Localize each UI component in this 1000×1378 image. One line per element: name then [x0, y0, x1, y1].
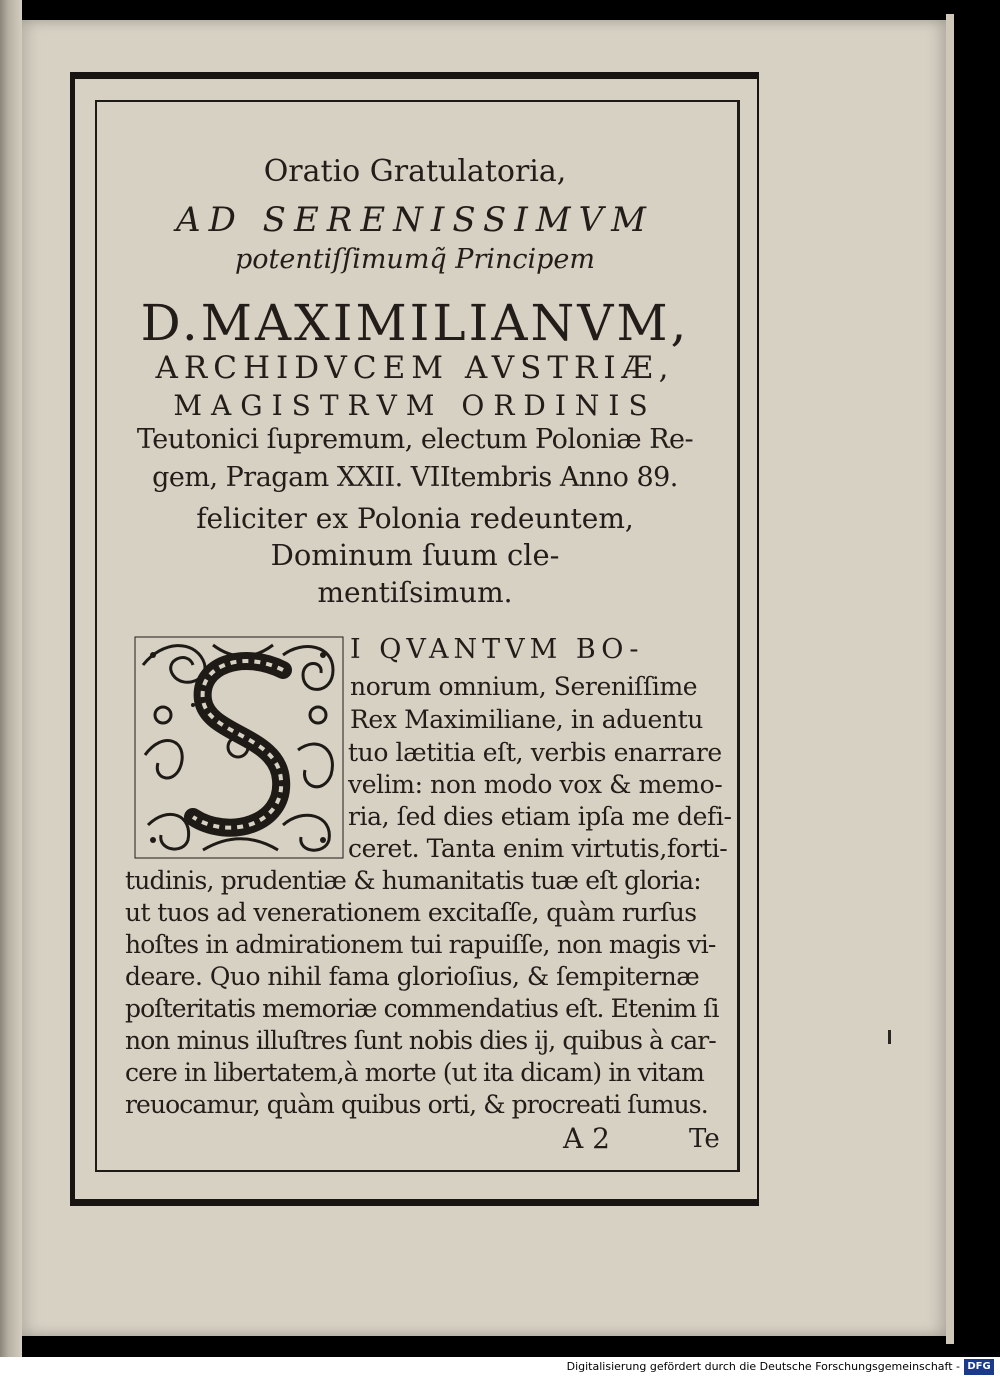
body-line-13: non minus illuſtres ſunt nobis dies ij, quibus à car-: [125, 1026, 716, 1055]
body-line-12: poſteritatis memoriæ commendatius eſt. Etenim ſi: [125, 994, 719, 1023]
body-line-9: ut tuos ad venerationem excitaſſe, quàm rurſus: [125, 898, 697, 927]
ink-speck: [888, 1030, 891, 1044]
body-line-5: velim: non modo vox & memo-: [348, 770, 723, 799]
body-line-4: tuo lætitia eſt, verbis enarrare: [348, 738, 722, 767]
title-line-3: potentiſſimumq̃ Principem: [234, 244, 596, 275]
body-line-3: Rex Maximiliane, in aduentu: [350, 705, 703, 734]
title-line-6: MAGISTRVM ORDINIS: [173, 389, 657, 422]
title-line-1: Oratio Gratulatoria,: [263, 154, 567, 189]
page-edge: [946, 14, 954, 1344]
title-line-10: Dominum ſuum cle-: [270, 538, 560, 572]
body-line-10: hoſtes in admirationem tui rapuiſſe, non magis vi-: [125, 930, 716, 959]
body-line-15: reuocamur, quàm quibus orti, & procreati ſumus.: [125, 1090, 708, 1119]
title-line-5: ARCHIDVCEM AVSTRIÆ,: [155, 350, 675, 386]
title-line-4: D.MAXIMILIANVM,: [140, 294, 690, 352]
footer-credit: Digitalisierung gefördert durch die Deutsche Forschungsgemeinschaft -: [566, 1360, 960, 1373]
title-line-2: AD SERENISSIMVM: [176, 200, 654, 240]
body-line-7: ceret. Tanta enim virtutis,forti-: [348, 834, 728, 863]
body-line-6: ria, ſed dies etiam ipſa me defi-: [348, 802, 732, 831]
title-line-8: gem, Pragam XXII. VIItembris Anno 89.: [152, 462, 678, 493]
title-line-7: Teutonici ſupremum, electum Poloniæ Re-: [136, 424, 694, 455]
signature-mark: A 2: [563, 1122, 610, 1155]
decorated-initial: [133, 635, 345, 860]
catchword: Te: [689, 1124, 720, 1154]
title-line-9: feliciter ex Polonia redeuntem,: [196, 502, 634, 535]
footer-bar: [0, 1357, 1000, 1378]
body-line-11: deare. Quo nihil fama glorioſius, & ſempiternæ: [125, 962, 700, 991]
body-line-8: tudinis, prudentiæ & humanitatis tuæ eſt gloria:: [125, 866, 701, 895]
body-line-14: cere in libertatem,à morte (ut ita dicam) in vitam: [125, 1058, 704, 1087]
body-line-1: I QVANTVM BO-: [350, 634, 644, 665]
initial-ornament: [133, 635, 345, 860]
book-spine: [0, 0, 22, 1357]
body-line-2: norum omnium, Sereniſſime: [350, 672, 698, 701]
title-line-11: mentiſsimum.: [317, 576, 513, 609]
dfg-logo: DFG: [964, 1359, 994, 1375]
